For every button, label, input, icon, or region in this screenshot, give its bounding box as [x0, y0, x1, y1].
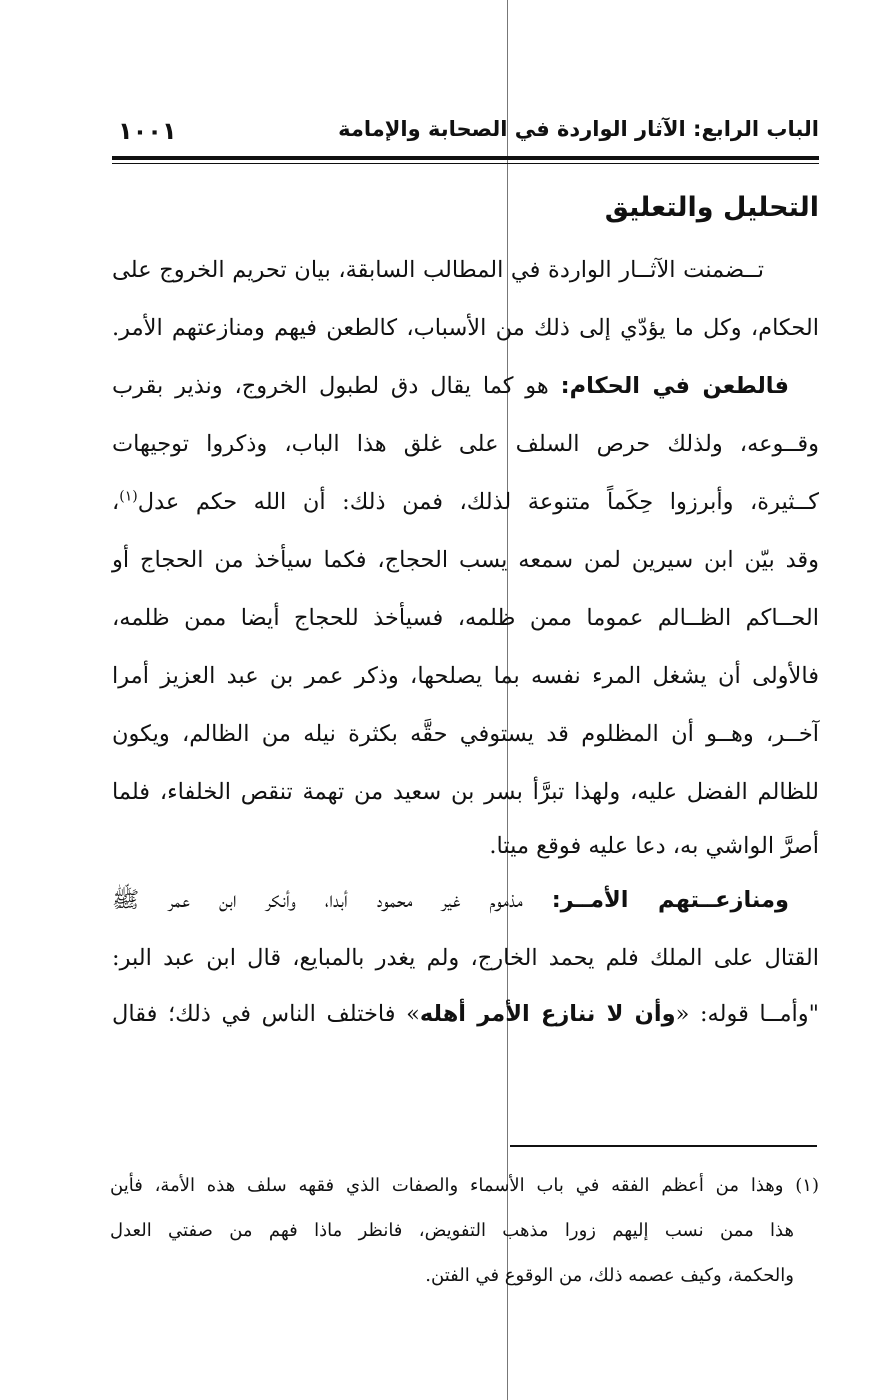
body-text: كــثيرة، وأبرزوا حِكَماً متنوعة لذلك، فمن ذلك: أن الله حكم عدل — [137, 489, 819, 515]
section-heading: التحليل والتعليق — [604, 192, 819, 223]
chapter-title: الباب الرابع: الآثار الواردة في الصحابة والإمامة — [338, 117, 819, 141]
body-line — [112, 366, 789, 406]
header-rule-thin — [112, 163, 819, 164]
quoted-hadith-text: وأن لا ننازع الأمر أهله — [419, 1001, 676, 1027]
running-header — [112, 117, 819, 151]
page-number: ١٠٠١ — [118, 117, 177, 145]
body-line: وقــوعه، ولذلك حرص السلف على غلق هذا الباب، وذكروا توجيهات — [112, 431, 819, 457]
body-line: آخــر، وهــو أن المظلوم قد يستوفي حقَّه بكثرة نيله من الظالم، ويكون — [112, 721, 819, 747]
body-line: للظالم الفضل عليه، ولهذا تبرَّأ بسر بن سعيد من تهمة تنقص الخلفاء، فلما — [112, 779, 819, 805]
body-line — [112, 482, 819, 522]
footnote-line: والحكمة، وكيف عصمه ذلك، من الوقوع في الفتن. — [425, 1265, 794, 1286]
body-line: الحكام، وكل ما يؤدّي إلى ذلك من الأسباب، كالطعن فيهم ومنازعتهم الأمر. — [112, 315, 819, 341]
footnote-line: هذا ممن نسب إليهم زورا مذهب التفويض، فانظر ماذا فهم من صفتي العدل — [110, 1220, 794, 1241]
body-text: هو كما يقال دق لطبول الخروج، ونذير بقرب — [112, 373, 561, 399]
body-text: "وأمــا قوله: « — [675, 1001, 819, 1027]
body-line: وقد بيّن ابن سيرين لمن سمعه يسب الحجاج، فكما سيأخذ من الحجاج أو — [112, 547, 819, 573]
footnote-marker: (١) — [119, 488, 138, 505]
paragraph-lead: فالطعن في الحكام: — [560, 373, 789, 399]
header-rule-thick — [112, 156, 819, 160]
body-text: » فاختلف الناس في ذلك؛ فقال — [112, 1001, 420, 1027]
footnote-separator — [510, 1145, 817, 1147]
footnote-line: (١) وهذا من أعظم الفقه في باب الأسماء والصفات الذي فقهه سلف هذه الأمة، فأين — [110, 1175, 819, 1196]
body-text: مذموم غير محمود أبدا، وأنكر ابن عمر ﷺ — [112, 887, 552, 913]
body-line: أصرَّ الواشي به، دعا عليه فوقع ميتا. — [489, 833, 819, 859]
paragraph-lead: ومنازعــتهم الأمــر: — [551, 887, 789, 913]
body-line: القتال على الملك فلم يحمد الخارج، ولم يغدر بالمبايع، قال ابن عبد البر: — [112, 945, 819, 971]
body-line: فالأولى أن يشغل المرء نفسه بما يصلحها، وذكر عمر بن عبد العزيز أمرا — [112, 663, 819, 689]
body-text: ، — [112, 489, 120, 515]
body-line: الحــاكم الظــالم عموما ممن ظلمه، فسيأخذ للحجاج أيضا ممن ظلمه، — [112, 605, 819, 631]
body-line — [112, 994, 819, 1034]
body-line: تــضمنت الآثــار الواردة في المطالب السابقة، بيان تحريم الخروج على — [112, 257, 764, 283]
body-line — [112, 880, 789, 920]
